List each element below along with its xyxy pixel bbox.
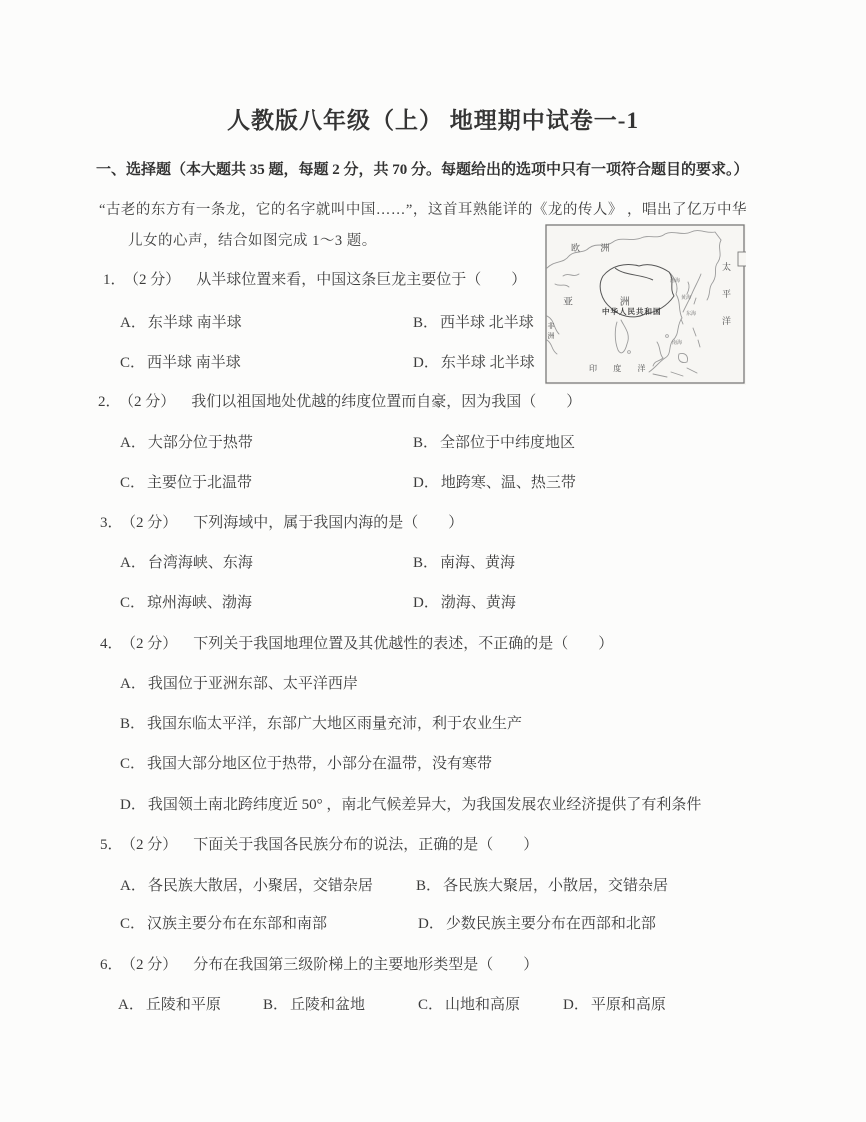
- question-3-option-a: A． 台湾海峡、东海: [120, 555, 253, 571]
- section-header: 一、选择题（本大题共 35 题，每题 2 分，共 70 分。每题给出的选项中只有一项符合题目的要求。）: [96, 162, 749, 178]
- question-3-stem: [100, 511, 463, 532]
- question-2-stem: [98, 390, 581, 411]
- question-6-text: 分布在我国第三级阶梯上的主要地形类型是（ ）: [193, 957, 539, 973]
- question-5-text: 下面关于我国各民族分布的说法，正确的是（ ）: [193, 837, 539, 853]
- intro-line-1: “古老的东方有一条龙，它的名字就叫中国……”，这首耳熟能详的《龙的传人》 ，唱出了亿万中华: [99, 202, 747, 218]
- question-1-score: （2 分）: [131, 272, 181, 288]
- question-1-option-b: B． 西半球 北半球: [413, 315, 534, 331]
- map-label-pacific-ocean: 太平洋: [721, 262, 731, 343]
- question-1-stem: [103, 268, 526, 289]
- question-5-option-a: A． 各民族大散居，小聚居，交错杂居: [120, 878, 373, 894]
- question-6-number: 6．: [100, 957, 123, 973]
- question-5-score: （2 分）: [128, 837, 178, 853]
- question-3-option-c: C． 琼州海峡、渤海: [120, 595, 253, 611]
- question-2-score: （2 分）: [126, 394, 176, 410]
- question-1-text: 从半球位置来看，中国这条巨龙主要位于（ ）: [196, 272, 527, 288]
- question-6-option-b: B． 丘陵和盆地: [263, 997, 366, 1013]
- question-5-stem: [100, 833, 538, 854]
- question-5-option-d: D． 少数民族主要分布在西部和北部: [418, 916, 656, 932]
- question-3-option-b: B． 南海、黄海: [413, 555, 516, 571]
- question-4-number: 4．: [100, 636, 123, 652]
- question-1-option-d: D． 东半球 北半球: [413, 355, 535, 371]
- question-6-option-c: C． 山地和高原: [418, 997, 521, 1013]
- question-4-option-b: B． 我国东临太平洋，东部广大地区雨量充沛，利于农业生产: [120, 716, 523, 732]
- question-1-option-a: A． 东半球 南半球: [120, 315, 242, 331]
- question-1-number: 1．: [103, 272, 126, 288]
- map-label-china: 中华人民共和国: [602, 307, 662, 316]
- question-4-option-d: D． 我国领土南北跨纬度近 50° ，南北气候差异大，为我国发展农业经济提供了有利条件: [120, 797, 702, 813]
- question-2-text: 我们以祖国地处优越的纬度位置而自豪，因为我国（ ）: [191, 394, 582, 410]
- question-2-number: 2．: [98, 394, 121, 410]
- question-1-option-c: C． 西半球 南半球: [120, 355, 241, 371]
- question-4-score: （2 分）: [128, 636, 178, 652]
- map-label-yellow-sea: 黄海: [681, 295, 692, 301]
- question-3-number: 3．: [100, 515, 123, 531]
- china-location-map: [545, 224, 746, 385]
- question-6-option-d: D． 平原和高原: [563, 997, 666, 1013]
- question-4-text: 下列关于我国地理位置及其优越性的表述，不正确的是（ ）: [193, 636, 614, 652]
- question-3-text: 下列海域中，属于我国内海的是（ ）: [193, 515, 464, 531]
- map-label-europe: 欧 洲: [571, 243, 619, 253]
- question-2-option-a: A． 大部分位于热带: [120, 435, 253, 451]
- map-label-asia: 亚 洲: [563, 297, 652, 308]
- question-4-option-c: C． 我国大部分地区位于热带，小部分在温带，没有寒带: [120, 756, 493, 772]
- question-3-option-d: D． 渤海、黄海: [413, 595, 516, 611]
- question-4-option-a: A． 我国位于亚洲东部、太平洋西岸: [120, 676, 358, 692]
- map-label-south-china-sea: 南海: [672, 340, 683, 346]
- intro-line-2: 儿女的心声，结合如图完成 1～3 题。: [128, 233, 377, 249]
- question-5-number: 5．: [100, 837, 123, 853]
- question-2-option-d: D． 地跨寒、温、热三带: [413, 475, 576, 491]
- question-3-score: （2 分）: [128, 515, 178, 531]
- map-label-indian-ocean: 印 度 洋: [589, 364, 653, 373]
- question-6-score: （2 分）: [128, 957, 178, 973]
- page-title: 人教版八年级（上） 地理期中试卷一-1: [227, 108, 639, 133]
- question-6-option-a: A． 丘陵和平原: [118, 997, 221, 1013]
- question-5-option-b: B． 各民族大聚居，小散居，交错杂居: [416, 878, 669, 894]
- question-2-option-c: C． 主要位于北温带: [120, 475, 253, 491]
- question-6-stem: [100, 953, 538, 974]
- question-4-stem: [100, 632, 613, 653]
- map-label-bohai-sea: 渤海: [670, 278, 681, 284]
- map-label-africa: 非洲: [547, 322, 554, 342]
- map-label-east-china-sea: 东海: [686, 311, 697, 317]
- question-2-option-b: B． 全部位于中纬度地区: [413, 435, 576, 451]
- question-5-option-c: C． 汉族主要分布在东部和南部: [120, 916, 328, 932]
